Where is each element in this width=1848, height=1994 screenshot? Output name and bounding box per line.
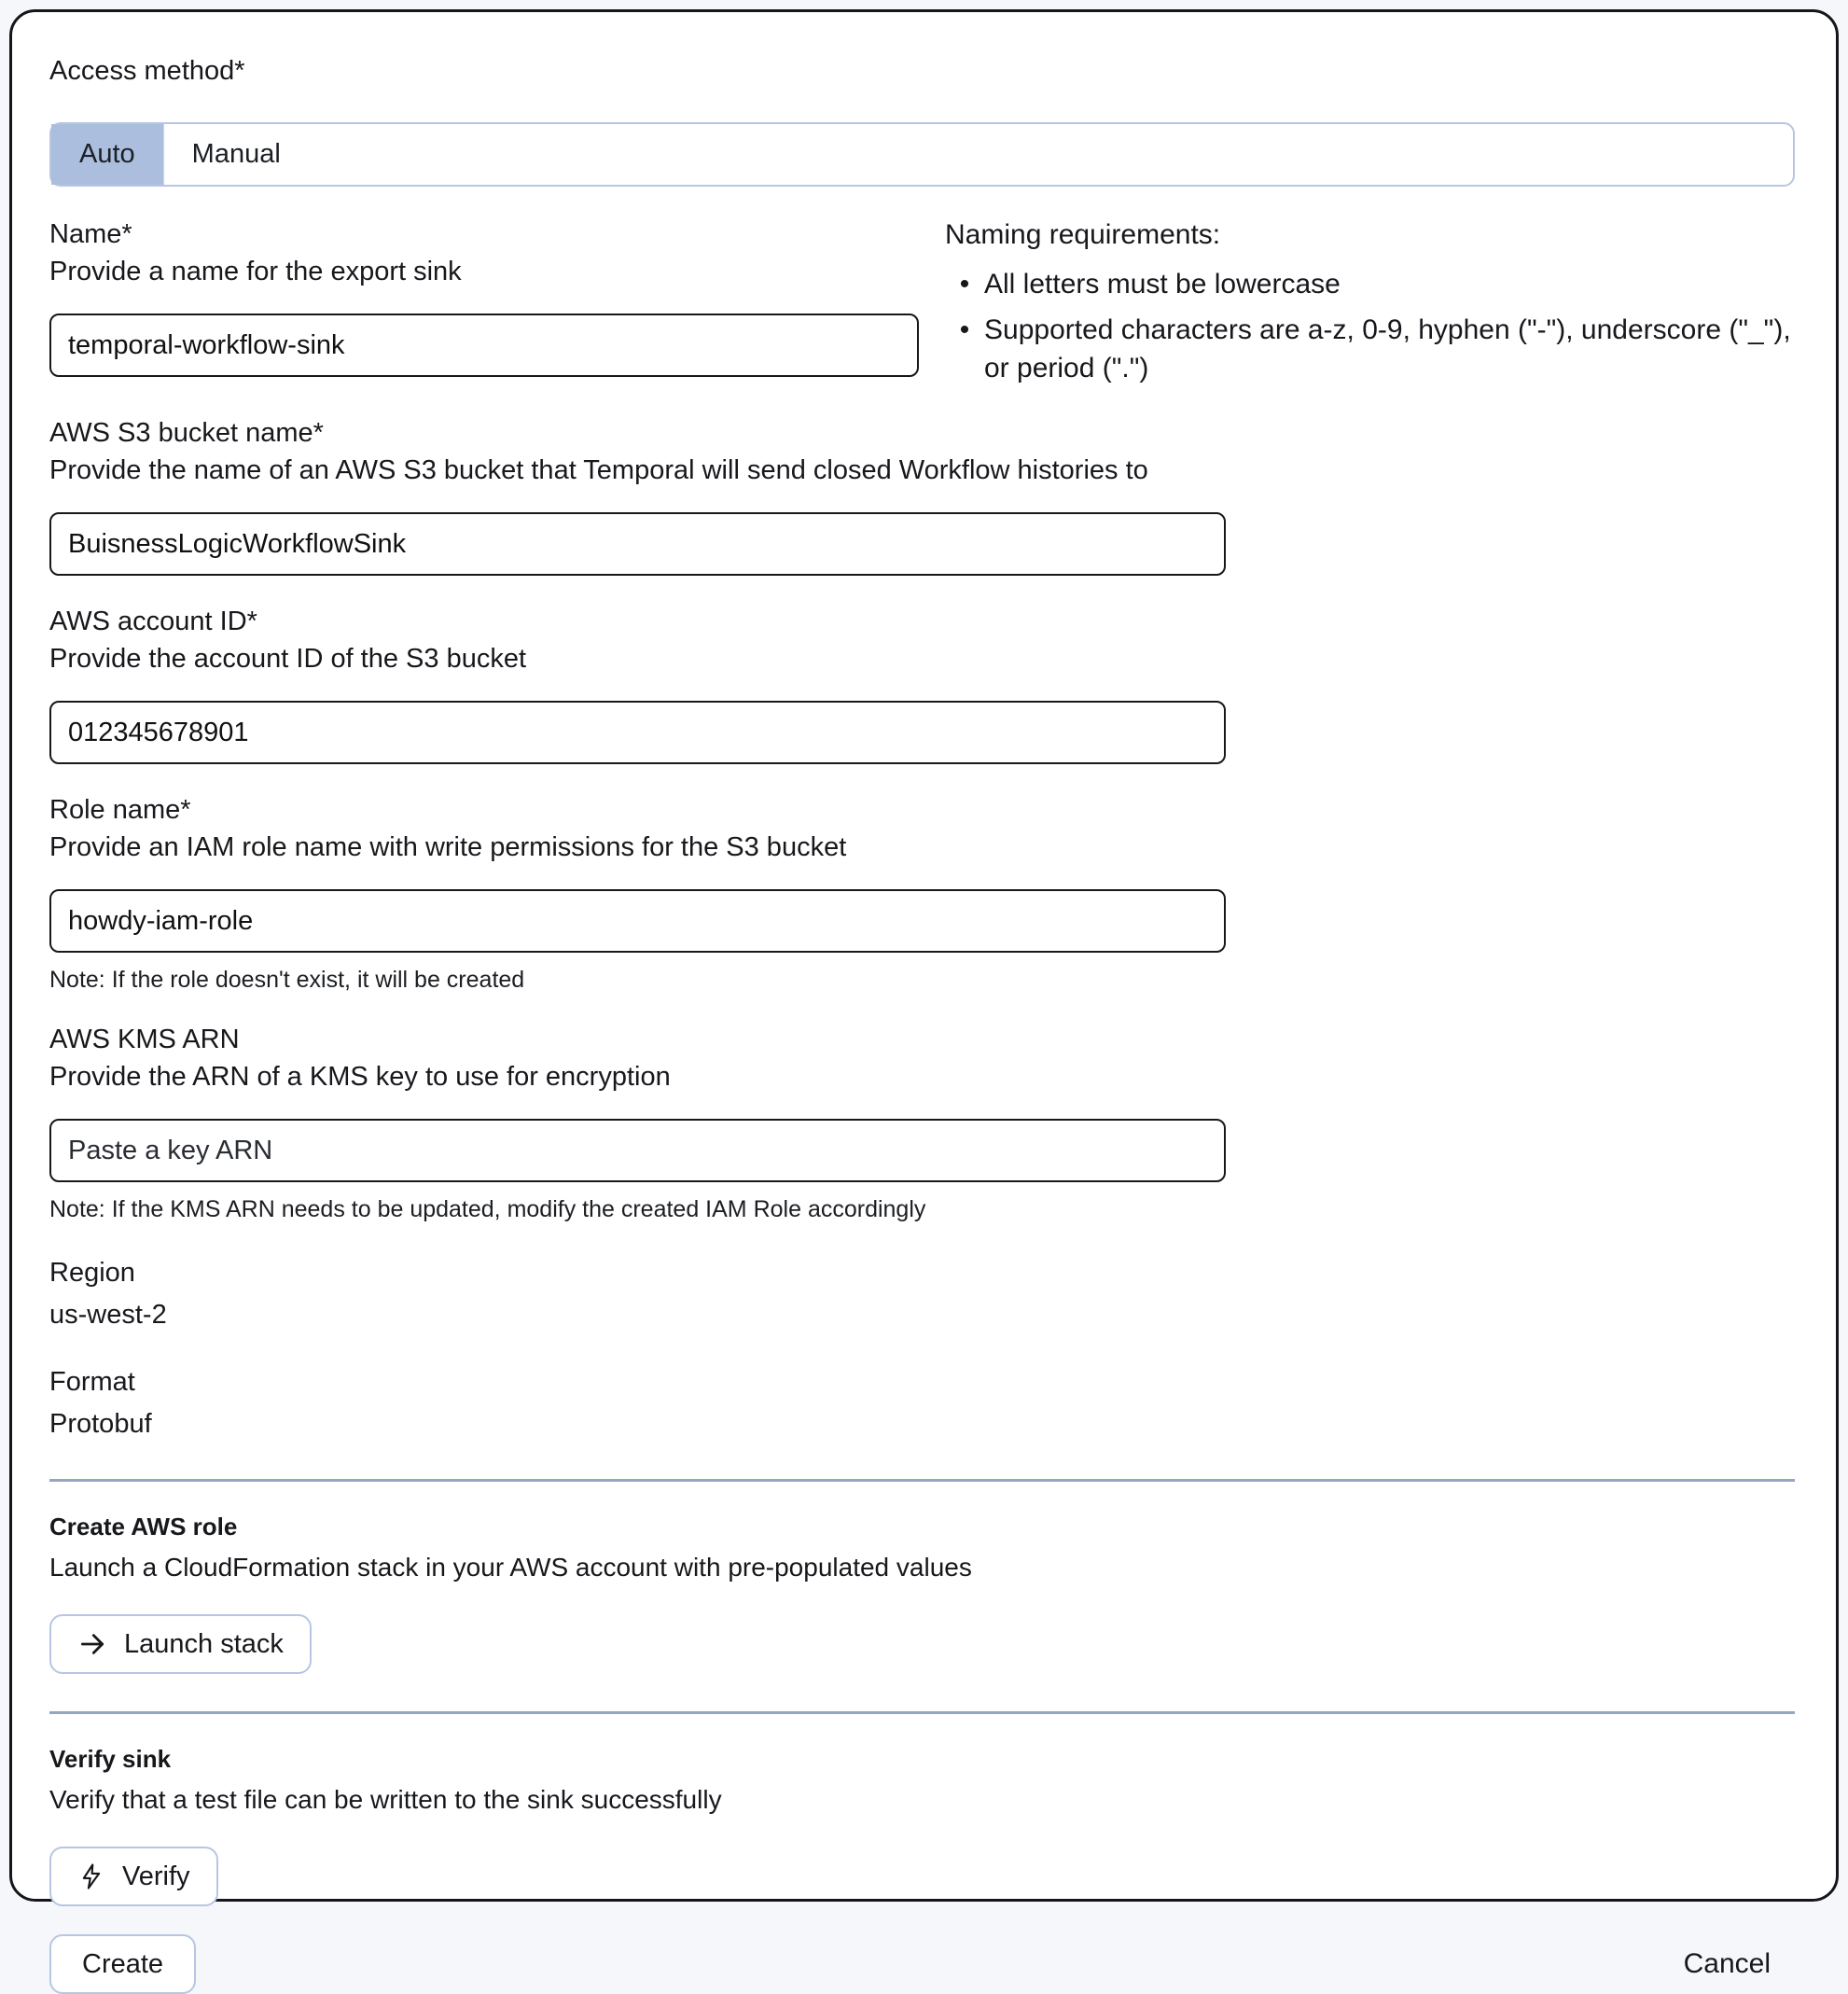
launch-stack-button-label: Launch stack	[124, 1628, 284, 1659]
account-id-section	[49, 604, 1795, 764]
export-sink-form-panel	[9, 9, 1839, 1979]
lightning-icon	[77, 1862, 105, 1890]
form-footer	[49, 1906, 1795, 1994]
access-method-option-auto[interactable]: Auto	[51, 124, 163, 185]
create-aws-role-section	[49, 1482, 1795, 1674]
format-section	[49, 1364, 1795, 1442]
naming-requirements-title: Naming requirements:	[945, 219, 1221, 250]
bullet-icon: •	[959, 269, 970, 300]
s3-bucket-input[interactable]	[49, 512, 1226, 576]
kms-arn-input[interactable]	[49, 1119, 1226, 1182]
name-and-requirements-row	[49, 216, 1795, 387]
bullet-icon: •	[959, 314, 970, 345]
account-id-description: Provide the account ID of the S3 bucket	[49, 644, 527, 674]
verify-sink-description: Verify that a test file can be written to the sink successfully	[49, 1785, 722, 1814]
create-aws-role-description: Launch a CloudFormation stack in your AWS account with pre-populated values	[49, 1553, 972, 1582]
s3-bucket-label: AWS S3 bucket name*	[49, 418, 324, 448]
verify-sink-title: Verify sink	[49, 1745, 172, 1773]
naming-requirement-item: • All letters must be lowercase	[945, 265, 1803, 303]
access-method-option-manual[interactable]: Manual	[163, 124, 309, 185]
s3-bucket-description: Provide the name of an AWS S3 bucket that Temporal will send closed Workflow histories to	[49, 455, 1148, 485]
access-method-label: Access method*	[49, 56, 245, 86]
name-label: Name*	[49, 219, 132, 249]
format-label: Format	[49, 1367, 135, 1397]
naming-requirement-item: • Supported characters are a-z, 0-9, hyphen ("-"), underscore ("_"), or period (".")	[945, 311, 1803, 387]
name-description: Provide a name for the export sink	[49, 257, 462, 286]
s3-bucket-section	[49, 415, 1795, 576]
kms-arn-label: AWS KMS ARN	[49, 1025, 240, 1054]
account-id-label: AWS account ID*	[49, 607, 257, 636]
access-method-toggle	[49, 122, 1795, 187]
role-name-section	[49, 792, 1795, 994]
format-value: Protobuf	[49, 1409, 152, 1439]
region-label: Region	[49, 1258, 135, 1288]
verify-button-label: Verify	[122, 1861, 190, 1891]
kms-arn-section	[49, 1022, 1795, 1223]
create-button[interactable]: Create	[49, 1934, 196, 1994]
name-input[interactable]	[49, 314, 919, 377]
role-name-description: Provide an IAM role name with write permissions for the S3 bucket	[49, 832, 847, 862]
verify-button[interactable]	[49, 1847, 218, 1906]
account-id-input[interactable]	[49, 701, 1226, 764]
role-name-label: Role name*	[49, 795, 191, 825]
naming-requirements	[945, 216, 1803, 387]
create-aws-role-title: Create AWS role	[49, 1513, 238, 1541]
naming-requirements-list	[945, 265, 1803, 387]
kms-arn-note: Note: If the KMS ARN needs to be updated, modify the created IAM Role accordingly	[49, 1196, 926, 1222]
arrow-right-icon	[77, 1629, 107, 1659]
launch-stack-button[interactable]	[49, 1614, 312, 1674]
role-name-note: Note: If the role doesn't exist, it will be created	[49, 967, 525, 993]
kms-arn-description: Provide the ARN of a KMS key to use for encryption	[49, 1062, 671, 1092]
role-name-input[interactable]	[49, 889, 1226, 953]
region-value: us-west-2	[49, 1300, 167, 1330]
name-section	[49, 216, 919, 387]
verify-sink-section	[49, 1714, 1795, 1906]
region-section	[49, 1255, 1795, 1332]
cancel-button[interactable]: Cancel	[1683, 1948, 1771, 1979]
